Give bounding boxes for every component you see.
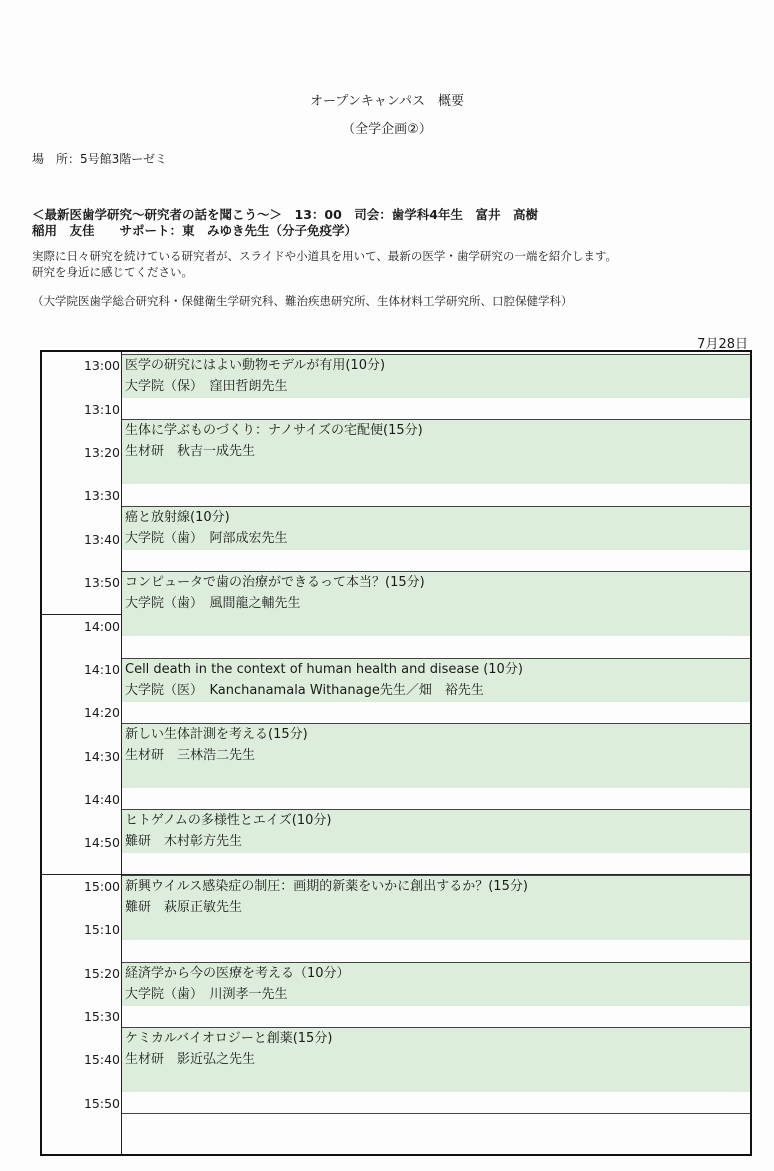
session-block: [122, 875, 750, 940]
time-label: 13:00: [83, 358, 120, 373]
time-label: 13:30: [83, 488, 120, 503]
session-speaker: 生材研 影近弘之先生: [125, 1052, 256, 1067]
session-speaker: 生材研 秋吉一成先生: [125, 444, 256, 459]
session-speaker: 難研 萩原正敏先生: [125, 900, 243, 915]
page-subtitle: （全学企画②）: [342, 122, 432, 137]
schedule-table: [40, 350, 752, 1156]
time-label: 15:30: [83, 1009, 120, 1024]
departments: （大学院医歯学総合研究科・保健衛生学研究科、難治疾患研究所、生体材料工学研究所、口腔保健学科）: [32, 294, 573, 308]
session-title: 新興ウイルス感染症の制圧：画期的新薬をいかに創出するか？(15分): [125, 879, 528, 894]
session-title: 経済学から今の医療を考える（10分）: [125, 966, 350, 981]
session-title: ケミカルバイオロジーと創薬(15分): [125, 1031, 333, 1046]
time-label: 15:20: [83, 966, 120, 981]
session-block: [122, 506, 750, 550]
time-label: 14:40: [83, 792, 120, 807]
session-block: [122, 658, 750, 702]
session-title: 癌と放射線(10分): [125, 510, 230, 525]
session-block: [122, 1027, 750, 1092]
time-label: 14:20: [83, 705, 120, 720]
time-label: 15:40: [83, 1052, 120, 1067]
session-block: [122, 354, 750, 398]
program-heading: ＜最新医歯学研究～研究者の話を聞こう～＞ 13：00 司会：歯学科4年生 富井 高樹: [32, 207, 538, 222]
time-label: 13:50: [83, 575, 120, 590]
time-label: 14:10: [83, 662, 120, 677]
time-label: 15:00: [83, 879, 120, 894]
page-title: オープンキャンパス 概要: [310, 94, 464, 109]
empty-row-divider: [122, 1113, 750, 1114]
time-label: 14:00: [83, 619, 120, 634]
description-line-1: 実際に日々研究を続けている研究者が、スライドや小道具を用いて、最新の医学・歯学研究の一端を紹介します。: [32, 249, 617, 263]
time-label: 15:50: [83, 1096, 120, 1111]
session-title: ヒトゲノムの多様性とエイズ(10分): [125, 813, 332, 828]
session-title: 医学の研究にはよい動物モデルが有用(10分): [125, 358, 386, 373]
time-label: 13:40: [83, 532, 120, 547]
time-label: 15:10: [83, 922, 120, 937]
session-block: [122, 419, 750, 484]
description-line-2: 研究を身近に感じてください。: [32, 265, 193, 279]
session-title: 新しい生体計測を考える(15分): [125, 727, 308, 742]
session-block: [122, 723, 750, 788]
staff-line: 稲用 友佳 サポート：東 みゆき先生（分子免疫学）: [32, 223, 358, 238]
venue: 場 所：5号館3階ーゼミ: [32, 152, 168, 166]
session-speaker: 生材研 三林浩二先生: [125, 748, 256, 763]
session-speaker: 大学院（医） Kanchanamala Withanage先生／畑 裕先生: [125, 683, 484, 698]
time-label: 14:30: [83, 749, 120, 764]
session-speaker: 大学院（歯） 風間龍之輔先生: [125, 596, 301, 611]
date: 7月28日: [697, 337, 748, 352]
time-label: 14:50: [83, 835, 120, 850]
session-title: コンピュータで歯の治療ができるって本当？(15分): [125, 575, 425, 590]
session-block: [122, 809, 750, 853]
session-block: [122, 962, 750, 1006]
session-speaker: 大学院（歯） 阿部成宏先生: [125, 531, 288, 546]
session-title: 生体に学ぶものづくり：ナノサイズの宅配便(15分): [125, 423, 423, 438]
session-block: [122, 571, 750, 636]
session-speaker: 難研 木村彰方先生: [125, 834, 243, 849]
session-speaker: 大学院（保） 窪田哲朗先生: [125, 379, 288, 394]
time-label: 13:10: [83, 402, 120, 417]
session-speaker: 大学院（歯） 川渕孝一先生: [125, 987, 288, 1002]
time-label: 13:20: [83, 445, 120, 460]
session-title: Cell death in the context of human health and disease (10分): [125, 662, 523, 677]
